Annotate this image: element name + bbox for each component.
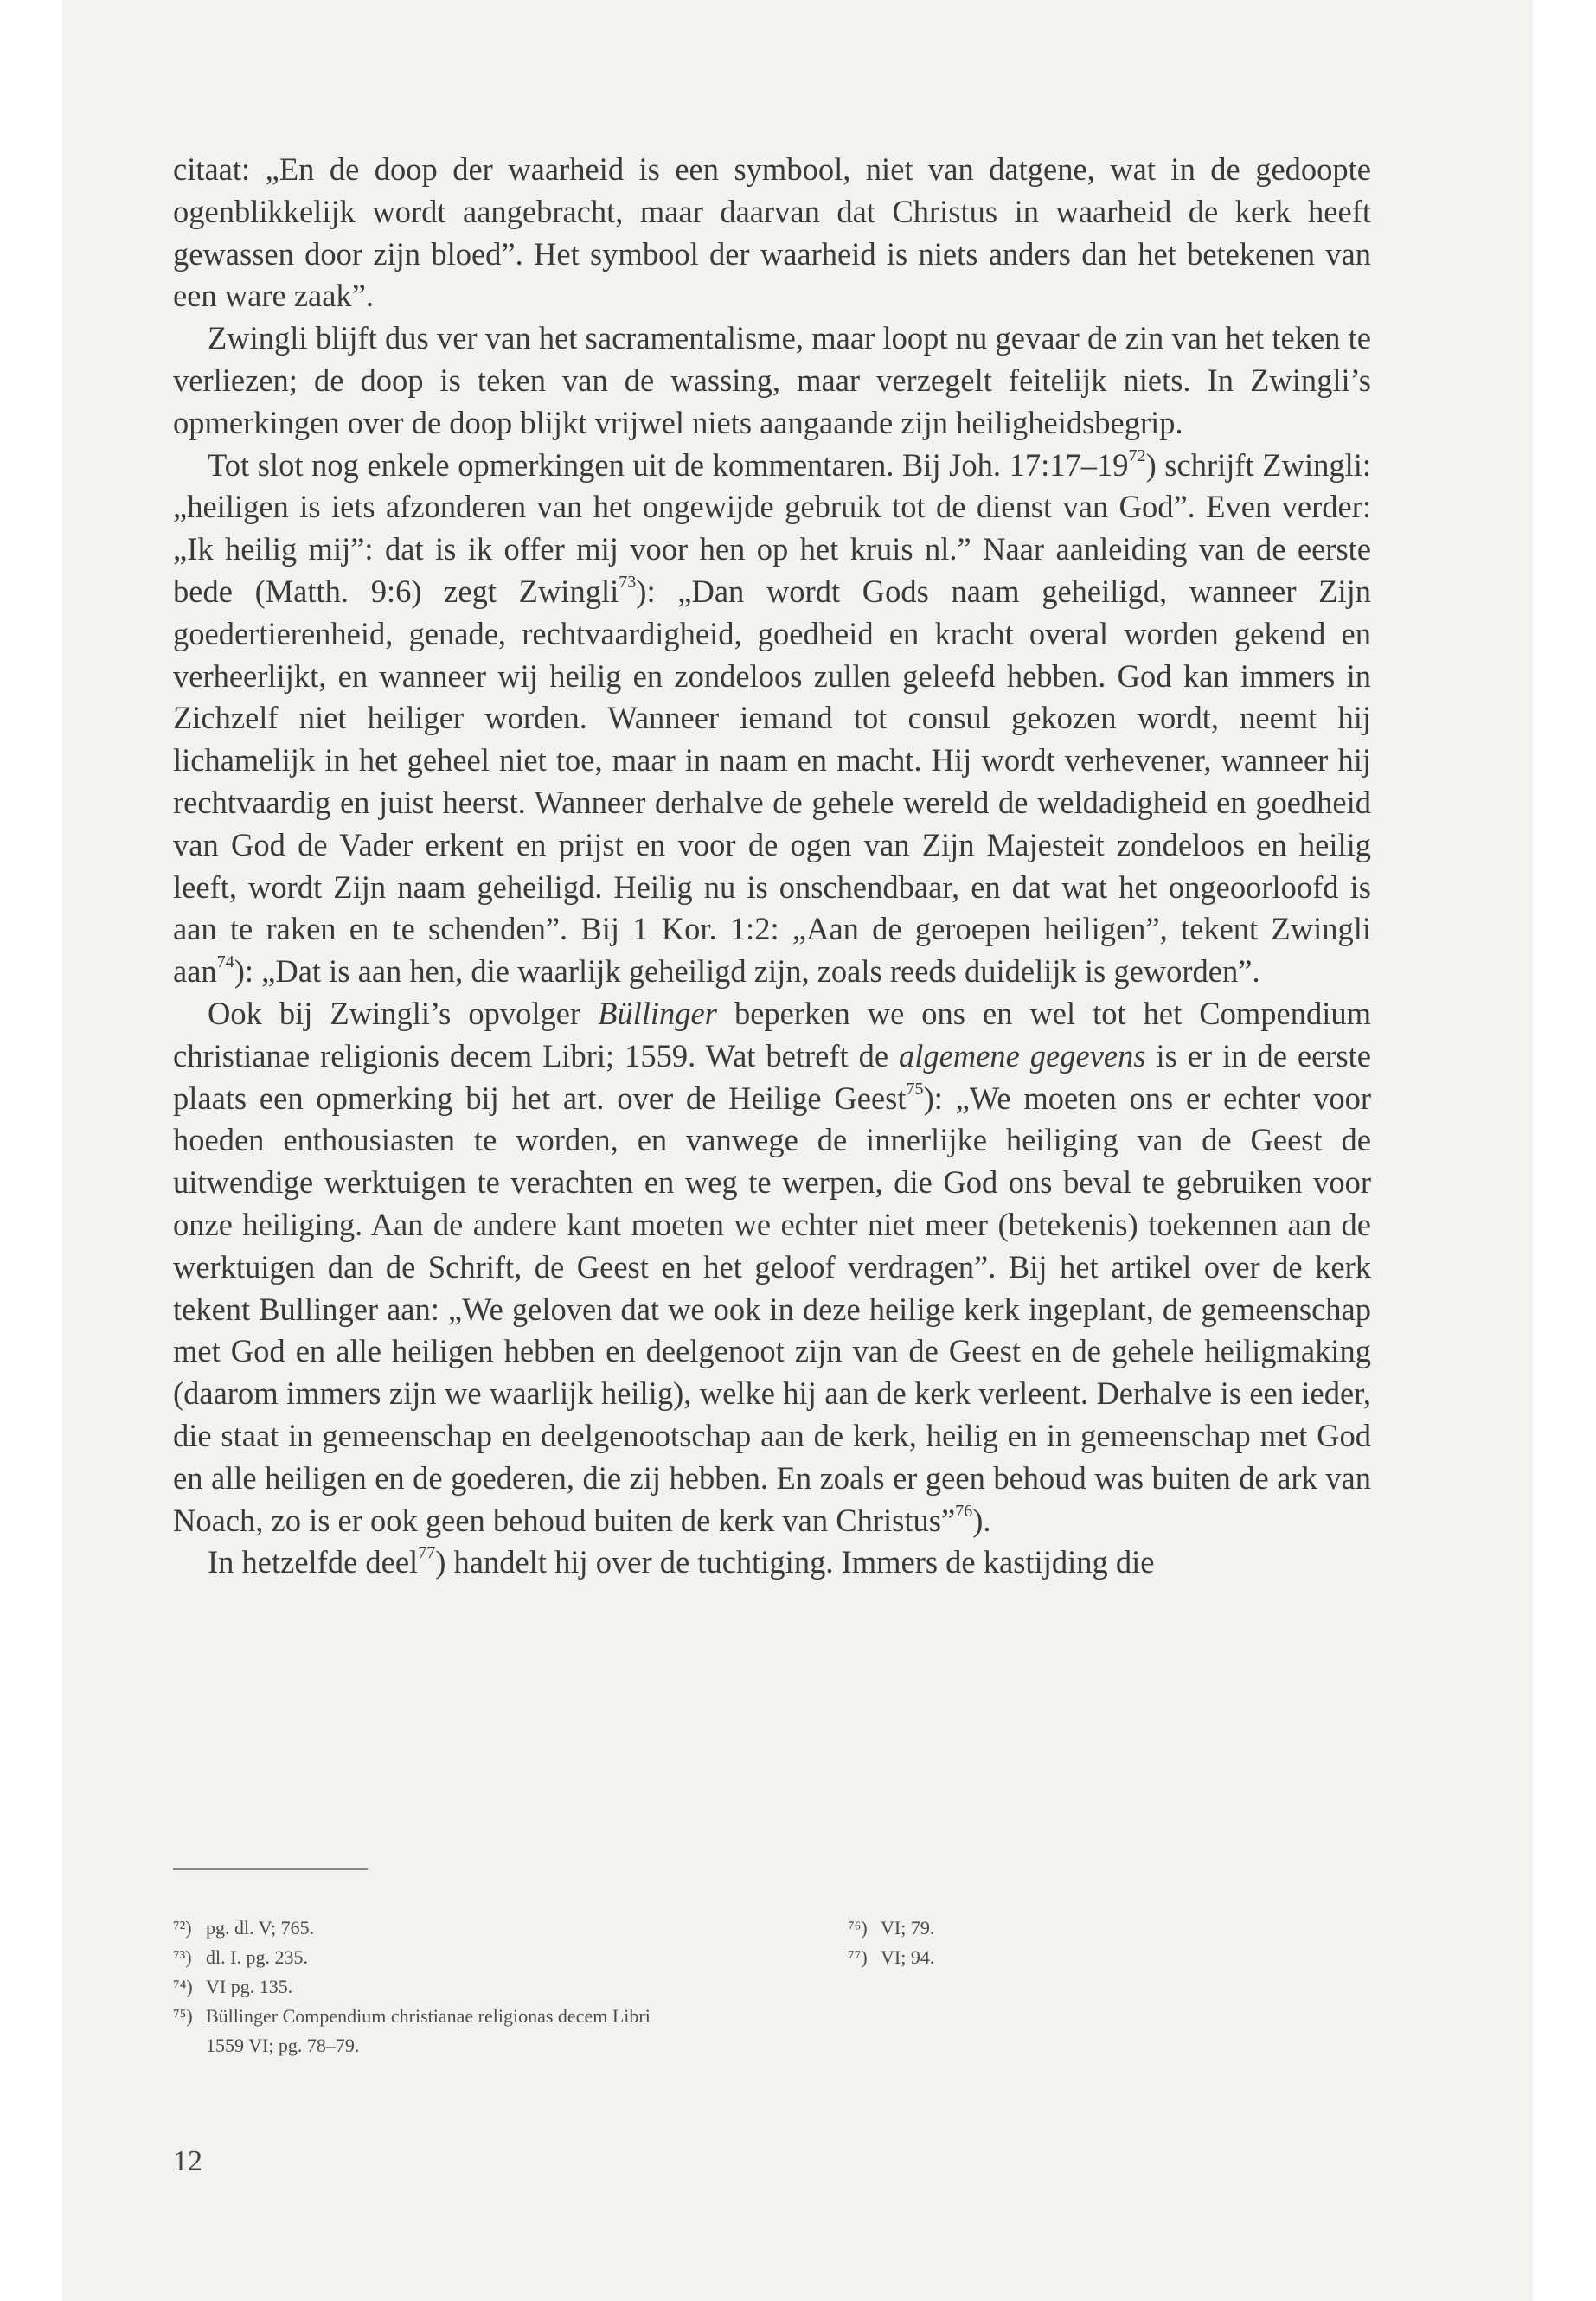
paragraph-p1 bbox=[173, 149, 1371, 317]
footnote-text: VI; 79. bbox=[881, 1917, 935, 1939]
footnote-text: VI pg. 135. bbox=[206, 1976, 293, 1997]
footnote bbox=[173, 1972, 657, 2002]
footnote-number: ⁷⁷) bbox=[848, 1946, 868, 1968]
text-run: beperken we ons en wel tot het Compendium christianae religionis decem Libri; 1559. Wat betreft de bbox=[173, 995, 1371, 1074]
page-number: 12 bbox=[173, 2145, 202, 2177]
footnote-reference: 72 bbox=[1128, 445, 1146, 465]
footnote-reference: 73 bbox=[619, 572, 637, 592]
footnote-number: ⁷²) bbox=[173, 1917, 192, 1939]
paragraph-p4 bbox=[173, 993, 1371, 1541]
text-run: ). bbox=[972, 1502, 991, 1538]
text-run: Ook bij Zwingli’s opvolger bbox=[208, 995, 599, 1031]
text-run: In hetzelfde deel bbox=[208, 1544, 419, 1580]
paragraph-p3 bbox=[173, 445, 1371, 993]
footnote-reference: 74 bbox=[216, 952, 234, 972]
text-run: ) handelt hij over de tuchtiging. Immers de kastijding die bbox=[435, 1544, 1155, 1580]
text-run: ): „We moeten ons er echter voor hoeden enthousiasten te worden, en vanwege de innerlijke heiliging van de Geest de uitwendige werktuigen te verachten en weg te werpen, die God ons beval te gebruiken voor onze heiliging. Aan de andere kant moeten we echter niet meer (betekenis) toekennen aan de werktuigen dan de Schrift, de Geest en het geloof verdragen”. Bij het artikel over de kerk tekent Bullinger aan: „We geloven dat we ook in deze heilige kerk ingeplant, de gemeenschap met God en alle heiligen hebben en deelgenoot zijn van de Geest en de gehele heiligmaking (daarom immers zijn we waarlijk heilig), welke hij aan de kerk verleent. Derhalve is een ieder, die staat in gemeenschap en deelgenootschap aan de kerk, heilig en in gemeenschap met God en alle heiligen en de goederen, die zij hebben. En zoals er geen behoud was buiten de ark van Noach, zo is er ook geen behoud buiten de kerk van Christus” bbox=[173, 1080, 1371, 1538]
paragraph-p2 bbox=[173, 317, 1371, 444]
body-text bbox=[173, 149, 1371, 1584]
text-run: citaat: „En de doop der waarheid is een symbool, niet van datgene, wat in de gedoopte ogenblikkelijk wordt aangebracht, maar daarvan dat Christus in waarheid de kerk heeft gewassen door zijn bloed”. Het symbool der waarheid is niets anders dan het betekenen van een ware zaak”. bbox=[173, 151, 1371, 314]
footnote-number: ⁷⁴) bbox=[173, 1976, 193, 1997]
footnote-text: Büllinger Compendium christianae religionas decem Libri 1559 VI; pg. 78–79. bbox=[206, 2005, 651, 2056]
footnote-text: VI; 94. bbox=[881, 1946, 935, 1968]
text-run: ): „Dat is aan hen, die waarlijk geheiligd zijn, zoals reeds duidelijk is geworden”. bbox=[234, 953, 1260, 990]
footnote-text: dl. I. pg. 235. bbox=[206, 1946, 308, 1968]
footnote-rule bbox=[173, 1868, 368, 1870]
paragraph-p5 bbox=[173, 1541, 1371, 1584]
footnotes-left-column bbox=[173, 1913, 657, 2061]
footnote bbox=[848, 1913, 1194, 1943]
footnote bbox=[173, 1913, 657, 1943]
footnote bbox=[848, 1943, 1194, 1972]
footnote-number: ⁷³) bbox=[173, 1946, 192, 1968]
text-run: ) schrijft Zwingli: „heiligen is iets afzonderen van het ongewijde gebruik tot de dienst van God”. Even verder: „Ik heilig mij”: dat is ik offer mij voor hen op het kruis nl.” Naar aanleiding van de eerste bede (Matth. 9:6) zegt Zwingli bbox=[173, 446, 1372, 609]
text-run: Tot slot nog enkele opmerkingen uit de kommentaren. Bij Joh. 17:17–19 bbox=[208, 446, 1129, 483]
italic-text: algemene gegevens bbox=[899, 1037, 1146, 1074]
text-run: is er in de eerste plaats een opmerking bij het art. over de Heilige Geest bbox=[173, 1037, 1371, 1116]
footnote-number: ⁷⁶) bbox=[848, 1917, 868, 1939]
footnote bbox=[173, 1943, 657, 1972]
footnote-reference: 76 bbox=[955, 1501, 973, 1521]
text-run: Zwingli blijft dus ver van het sacramentalisme, maar loopt nu gevaar de zin van het teken te verliezen; de doop is teken van de wassing, maar verzegelt feitelijk niets. In Zwingli’s opmerkingen over de doop blijkt vrijwel niets aangaande zijn heiligheidsbegrip. bbox=[173, 320, 1371, 440]
footnote-reference: 77 bbox=[418, 1543, 436, 1563]
footnote-number: ⁷⁵) bbox=[173, 2005, 193, 2027]
footnotes-right-column bbox=[848, 1913, 1194, 1972]
italic-text: Büllinger bbox=[598, 995, 717, 1031]
footnote bbox=[173, 2002, 657, 2061]
text-run: ): „Dan wordt Gods naam geheiligd, wanneer Zijn goedertierenheid, genade, rechtvaardigheid, goedheid en kracht overal worden gekend en verheerlijkt, en wanneer wij heilig en zondeloos zullen geleefd hebben. God kan immers in Zichzelf niet heiliger worden. Wanneer iemand tot consul gekozen wordt, neemt hij lichamelijk in het geheel niet toe, maar in naam en macht. Hij wordt verhevener, wanneer hij rechtvaardig en juist heerst. Wanneer derhalve de gehele wereld de weldadigheid en goedheid van God de Vader erkent en prijst en voor de ogen van Zijn Majesteit zondeloos en heilig leeft, wordt Zijn naam geheiligd. Heilig nu is onschendbaar, en dat wat het ongeoorloofd is aan te raken en te schenden”. Bij 1 Kor. 1:2: „Aan de geroepen heiligen”, tekent Zwingli aan bbox=[173, 573, 1371, 990]
footnote-text: pg. dl. V; 765. bbox=[206, 1917, 315, 1939]
footnote-reference: 75 bbox=[906, 1079, 924, 1099]
